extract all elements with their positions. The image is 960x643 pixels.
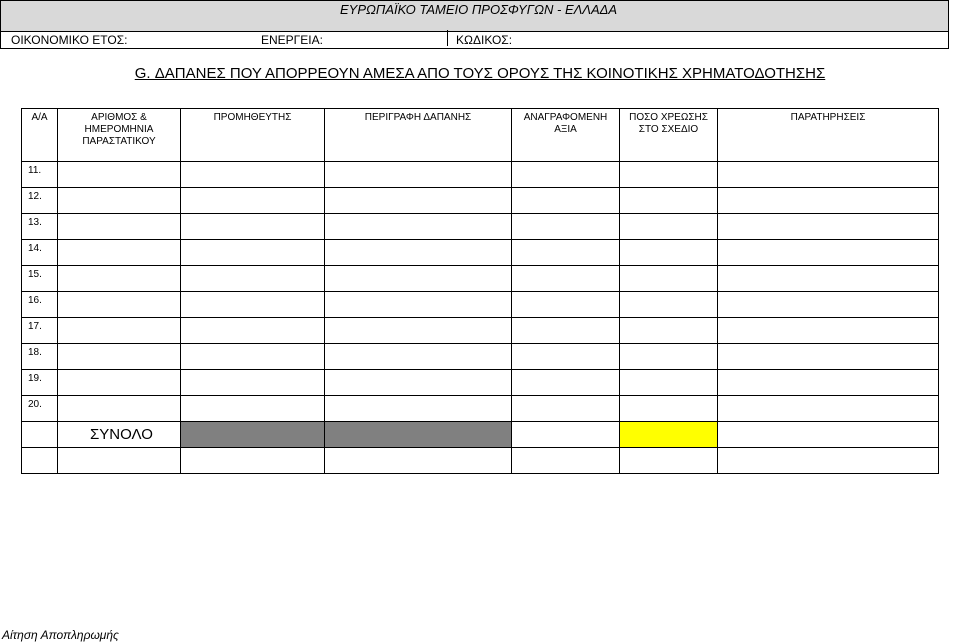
table-cell[interactable] xyxy=(718,162,939,188)
total-remarks-cell xyxy=(718,422,939,448)
table-cell[interactable] xyxy=(325,240,512,266)
table-cell[interactable] xyxy=(325,318,512,344)
table-cell[interactable] xyxy=(512,396,620,422)
table-cell[interactable] xyxy=(718,292,939,318)
fiscal-year-label: ΟΙΚΟΝΟΜΙΚΟ ΕΤΟΣ: xyxy=(11,33,128,47)
table-cell[interactable] xyxy=(512,162,620,188)
table-cell[interactable] xyxy=(325,292,512,318)
table-cell[interactable] xyxy=(620,292,718,318)
table-row xyxy=(22,266,939,292)
col-charged-amount: ΠΟΣΟ ΧΡΕΩΣΗΣ ΣΤΟ ΣΧΕΔΙΟ xyxy=(620,109,718,162)
table-cell[interactable] xyxy=(718,266,939,292)
table-cell[interactable] xyxy=(620,240,718,266)
table-cell[interactable] xyxy=(620,370,718,396)
header-title-bar xyxy=(1,1,948,32)
col-aa: Α/Α xyxy=(22,109,58,162)
blank-cell xyxy=(325,448,512,474)
total-row xyxy=(22,422,939,448)
table-cell[interactable] xyxy=(58,240,181,266)
table-cell[interactable] xyxy=(181,318,325,344)
table-cell[interactable] xyxy=(181,240,325,266)
table-cell[interactable] xyxy=(58,344,181,370)
row-number: 11. xyxy=(22,162,58,188)
total-charged-cell[interactable] xyxy=(620,422,718,448)
col-remarks: ΠΑΡΑΤΗΡΗΣΕΙΣ xyxy=(718,109,939,162)
footer-note: Αίτηση Αποπληρωμής xyxy=(2,628,119,642)
table-cell[interactable] xyxy=(718,214,939,240)
table-cell[interactable] xyxy=(512,344,620,370)
table-cell[interactable] xyxy=(620,396,718,422)
row-number: 16. xyxy=(22,292,58,318)
row-number: 14. xyxy=(22,240,58,266)
code-label: ΚΩΔΙΚΟΣ: xyxy=(456,33,513,47)
table-cell[interactable] xyxy=(58,162,181,188)
blank-cell xyxy=(512,448,620,474)
table-cell[interactable] xyxy=(325,162,512,188)
table-cell[interactable] xyxy=(58,292,181,318)
table-cell[interactable] xyxy=(325,396,512,422)
row-number: 17. xyxy=(22,318,58,344)
table-cell[interactable] xyxy=(718,370,939,396)
table-cell[interactable] xyxy=(181,214,325,240)
blank-row xyxy=(22,448,939,474)
code-field-box xyxy=(447,30,949,46)
total-label: ΣΥΝΟΛΟ xyxy=(58,422,181,448)
table-cell[interactable] xyxy=(181,370,325,396)
table-cell[interactable] xyxy=(718,188,939,214)
table-cell[interactable] xyxy=(620,318,718,344)
total-supplier-cell xyxy=(181,422,325,448)
table-row xyxy=(22,344,939,370)
fund-title: ΕΥΡΩΠΑΪΚΟ ΤΑΜΕΙΟ ΠΡΟΣΦΥΓΩΝ - ΕΛΛΑΔΑ xyxy=(340,2,618,17)
expenses-table xyxy=(21,108,939,474)
table-cell[interactable] xyxy=(181,188,325,214)
table-cell[interactable] xyxy=(512,240,620,266)
table-row xyxy=(22,240,939,266)
total-value-cell[interactable] xyxy=(512,422,620,448)
row-number: 12. xyxy=(22,188,58,214)
col-document: ΑΡΙΘΜΟΣ & ΗΜΕΡΟΜΗΝΙΑ ΠΑΡΑΣΤΑΤΙΚΟΥ xyxy=(58,109,181,162)
table-row xyxy=(22,162,939,188)
table-cell[interactable] xyxy=(181,162,325,188)
table-cell[interactable] xyxy=(181,344,325,370)
table-cell[interactable] xyxy=(620,266,718,292)
table-row xyxy=(22,318,939,344)
table-cell[interactable] xyxy=(718,344,939,370)
table-cell[interactable] xyxy=(58,396,181,422)
table-cell[interactable] xyxy=(181,396,325,422)
table-cell[interactable] xyxy=(181,292,325,318)
table-cell[interactable] xyxy=(512,266,620,292)
row-number: 19. xyxy=(22,370,58,396)
table-cell[interactable] xyxy=(58,266,181,292)
table-row xyxy=(22,370,939,396)
row-number: 13. xyxy=(22,214,58,240)
blank-cell xyxy=(58,448,181,474)
blank-cell xyxy=(620,448,718,474)
total-aa-cell xyxy=(22,422,58,448)
table-cell[interactable] xyxy=(325,214,512,240)
table-cell[interactable] xyxy=(512,318,620,344)
row-number: 18. xyxy=(22,344,58,370)
col-description: ΠΕΡΙΓΡΑΦΗ ΔΑΠΑΝΗΣ xyxy=(325,109,512,162)
table-cell[interactable] xyxy=(718,240,939,266)
col-supplier: ΠΡΟΜΗΘΕΥΤΗΣ xyxy=(181,109,325,162)
table-row xyxy=(22,396,939,422)
section-title: G. ΔΑΠΑΝΕΣ ΠΟΥ ΑΠΟΡΡΕΟΥΝ ΑΜΕΣΑ ΑΠΟ ΤΟΥΣ ΟΡΟΥΣ ΤΗΣ ΚΟΙΝΟΤΙΚΗΣ ΧΡΗΜΑΤΟΔΟΤΗΣΗΣ xyxy=(134,65,826,82)
table-cell[interactable] xyxy=(58,318,181,344)
table-cell[interactable] xyxy=(718,396,939,422)
table-cell[interactable] xyxy=(325,266,512,292)
blank-cell xyxy=(181,448,325,474)
table-cell[interactable] xyxy=(512,292,620,318)
action-label: ΕΝΕΡΓΕΙΑ: xyxy=(261,33,323,47)
table-cell[interactable] xyxy=(620,214,718,240)
table-cell[interactable] xyxy=(512,188,620,214)
total-description-cell xyxy=(325,422,512,448)
table-cell[interactable] xyxy=(58,188,181,214)
table-header-row xyxy=(22,109,939,162)
table-cell[interactable] xyxy=(58,214,181,240)
table-cell[interactable] xyxy=(620,188,718,214)
table-cell[interactable] xyxy=(512,214,620,240)
table-cell[interactable] xyxy=(718,318,939,344)
table-cell[interactable] xyxy=(325,344,512,370)
col-stated-value: ΑΝΑΓΡΑΦΟΜΕΝΗ ΑΞΙΑ xyxy=(512,109,620,162)
table-cell[interactable] xyxy=(325,188,512,214)
row-number: 15. xyxy=(22,266,58,292)
table-cell[interactable] xyxy=(620,162,718,188)
row-number: 20. xyxy=(22,396,58,422)
table-cell[interactable] xyxy=(620,344,718,370)
table-cell[interactable] xyxy=(58,370,181,396)
table-row xyxy=(22,214,939,240)
table-row xyxy=(22,188,939,214)
table-row xyxy=(22,292,939,318)
table-cell[interactable] xyxy=(512,370,620,396)
blank-cell xyxy=(22,448,58,474)
table-cell[interactable] xyxy=(325,370,512,396)
table-cell[interactable] xyxy=(181,266,325,292)
blank-cell xyxy=(718,448,939,474)
